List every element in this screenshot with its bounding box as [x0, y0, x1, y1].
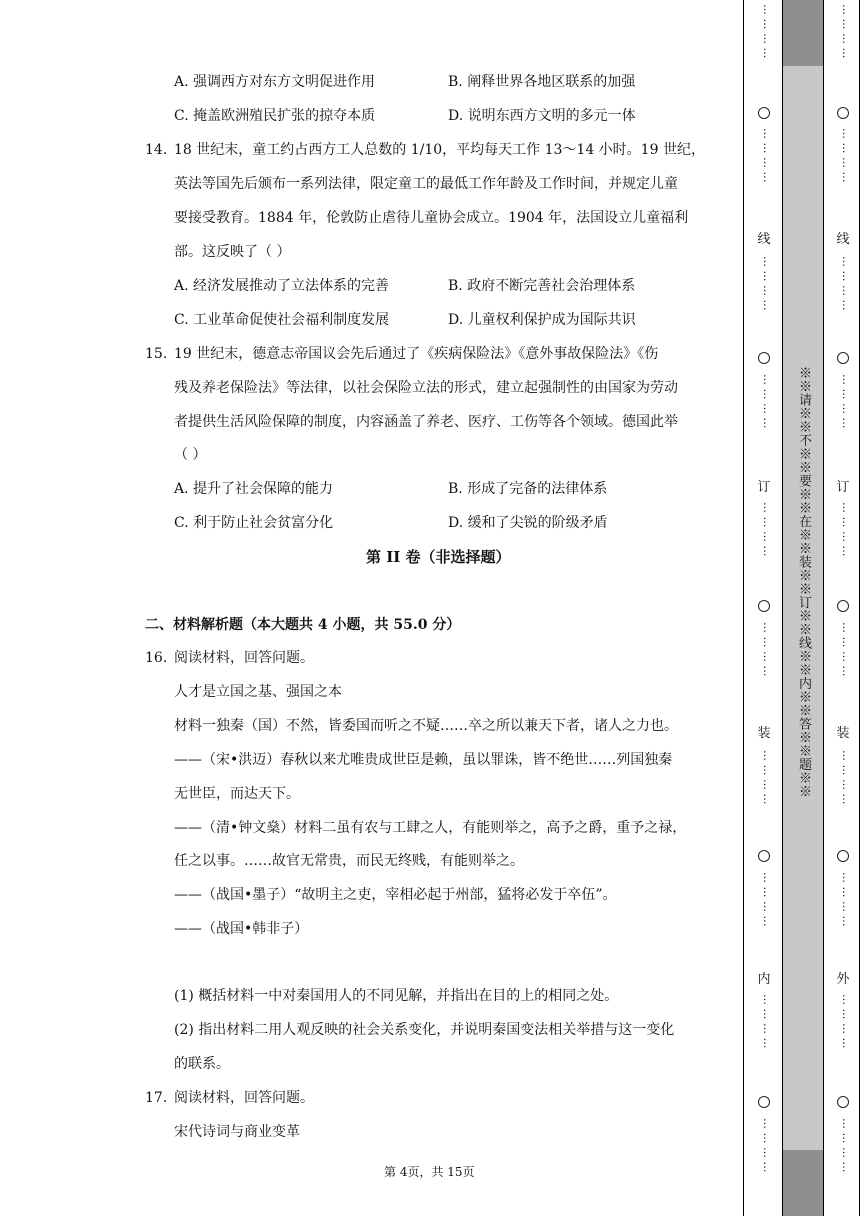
q14-option-d: D. 儿童权利保护成为国际共识 [448, 312, 636, 328]
q14-option-b: B. 政府不断完善社会治理体系 [448, 278, 636, 294]
dotted-line: … … … … [840, 4, 853, 59]
q17-theme: 宋代诗词与商业变革 [174, 1124, 300, 1140]
q14-stem-line: 18 世纪末，童工约占西方工人总数的 1/10，平均每天工作 13～14 小时。19 世纪， [174, 142, 705, 158]
q15-stem-line: 19 世纪末，德意志帝国议会先后通过了《疾病保险法》《意外事故保险法》《伤 [174, 346, 659, 362]
dotted-line: … … … … [761, 872, 774, 927]
q16-subquestion-2: (2) 指出材料二用人观反映的社会关系变化，并说明秦国变法相关举措与这一变化 [174, 1022, 675, 1038]
dotted-line: … … … … [761, 1118, 774, 1173]
q13-option-b: B. 阐释世界各地区联系的加强 [448, 74, 636, 90]
q13-option-d: D. 说明东西方文明的多元一体 [448, 108, 636, 124]
dotted-line: … … … … [840, 374, 853, 429]
inner-binding-column [754, 0, 774, 1216]
dotted-line: … … … … [761, 750, 774, 805]
dotted-line: … … … … [840, 256, 853, 311]
q16-material-line: 任之以事。……故官无常贵，而民无终贱，有能则举之。 [174, 853, 524, 869]
q14-stem-line: 部。这反映了（ ） [174, 244, 291, 260]
binding-char: 订 [757, 480, 771, 495]
binding-circle [758, 600, 770, 612]
outer-binding-column [833, 0, 853, 1216]
dotted-line: … … … … [840, 502, 853, 557]
q14-stem-line: 要接受教育。1884 年，伦敦防止虐待儿童协会成立。1904 年，法国设立儿童福利 [174, 210, 689, 226]
dotted-line: … … … … [761, 256, 774, 311]
q15-option-c: C. 利于防止社会贫富分化 [174, 515, 334, 531]
q16-theme: 人才是立国之基、强国之本 [174, 684, 342, 700]
q15-number: 15. [145, 346, 168, 362]
binding-char: 装 [836, 726, 850, 741]
binding-char: 装 [757, 726, 771, 741]
binding-circle [758, 1096, 770, 1108]
dotted-line: … … … … [761, 622, 774, 677]
q16-subquestion-2-cont: 的联系。 [174, 1056, 230, 1072]
dotted-line: … … … … [840, 622, 853, 677]
q14-option-a: A. 经济发展推动了立法体系的完善 [174, 278, 390, 294]
dotted-line: … … … … [761, 374, 774, 429]
dotted-line: … … … … [761, 502, 774, 557]
q16-material-line: ——（战国•墨子）“故明主之吏，宰相必起于州部，猛将必发于卒伍”。 [174, 887, 617, 903]
q15-stem-line: 者提供生活风险保障的制度，内容涵盖了养老、医疗、工伤等各个领域。德国此举 [174, 414, 678, 430]
binding-circle [758, 352, 770, 364]
q16-subquestion-1: (1) 概括材料一中对秦国用人的不同见解，并指出在目的上的相同之处。 [174, 988, 619, 1004]
q16-number: 16. [145, 650, 168, 666]
q17-intro: 阅读材料，回答问题。 [174, 1090, 314, 1106]
q15-option-a: A. 提升了社会保障的能力 [174, 481, 334, 497]
binding-circle [837, 600, 849, 612]
q14-option-c: C. 工业革命促使社会福利制度发展 [174, 312, 390, 328]
binding-char: 线 [836, 232, 850, 247]
q15-stem-line: （ ） [174, 447, 207, 463]
dotted-line: … … … … [761, 4, 774, 59]
binding-circle [837, 850, 849, 862]
q16-material-line: 材料一独秦（国）不然，皆委国而听之不疑……卒之所以兼天下者，诸人之力也。 [174, 718, 678, 734]
binding-circle [837, 352, 849, 364]
q14-stem-line: 英法等国先后颁布一系列法律，限定童工的最低工作年龄及工作时间，并规定儿童 [174, 176, 678, 192]
dotted-line: … … … … [840, 128, 853, 183]
q15-option-b: B. 形成了完备的法律体系 [448, 481, 608, 497]
q16-material-line: 无世臣，而达天下。 [174, 786, 300, 802]
margin-border-line [823, 0, 824, 1216]
part2-heading: 二、材料解析题（本大题共 4 小题，共 55.0 分） [145, 617, 461, 633]
dotted-line: … … … … [761, 994, 774, 1049]
page-footer: 第 4页，共 15页 [384, 1165, 475, 1179]
binding-char: 内 [757, 972, 771, 987]
dotted-line: … … … … [840, 1118, 853, 1173]
answer-warning-text: ※※请※※不※※要※※在※※装※※订※※线※※内※※答※※题※※ [796, 366, 811, 798]
margin-grey-block [783, 0, 823, 66]
q13-option-c: C. 掩盖欧洲殖民扩张的掠夺本质 [174, 108, 376, 124]
q17-number: 17. [145, 1090, 168, 1106]
binding-circle [758, 107, 770, 119]
binding-char: 订 [836, 480, 850, 495]
dotted-line: … … … … [840, 872, 853, 927]
binding-char: 线 [757, 232, 771, 247]
q16-intro: 阅读材料，回答问题。 [174, 650, 314, 666]
q16-material-line: ——（清•钟文燊）材料二虽有农与工肆之人，有能则举之，高予之爵，重予之禄， [174, 820, 687, 836]
binding-circle [837, 107, 849, 119]
q16-material-line: ——（宋•洪迈）春秋以来尤唯贵成世臣是赖，虽以罪诛，皆不绝世……列国独秦 [174, 752, 673, 768]
binding-circle [758, 850, 770, 862]
q16-material-line: ——（战国•韩非子） [174, 921, 309, 937]
q15-option-d: D. 缓和了尖锐的阶级矛盾 [448, 515, 608, 531]
q15-stem-line: 残及养老保险法》等法律，以社会保险立法的形式，建立起强制性的由国家为劳动 [174, 380, 678, 396]
margin-border-line [743, 0, 744, 1216]
q14-number: 14. [145, 142, 168, 158]
dotted-line: … … … … [840, 750, 853, 805]
margin-grey-block [783, 1150, 823, 1216]
dotted-line: … … … … [761, 128, 774, 183]
binding-circle [837, 1096, 849, 1108]
q13-option-a: A. 强调西方对东方文明促进作用 [174, 74, 376, 90]
binding-char: 外 [836, 972, 850, 987]
dotted-line: … … … … [840, 994, 853, 1049]
section-title: 第 II 卷（非选择题） [366, 548, 511, 566]
